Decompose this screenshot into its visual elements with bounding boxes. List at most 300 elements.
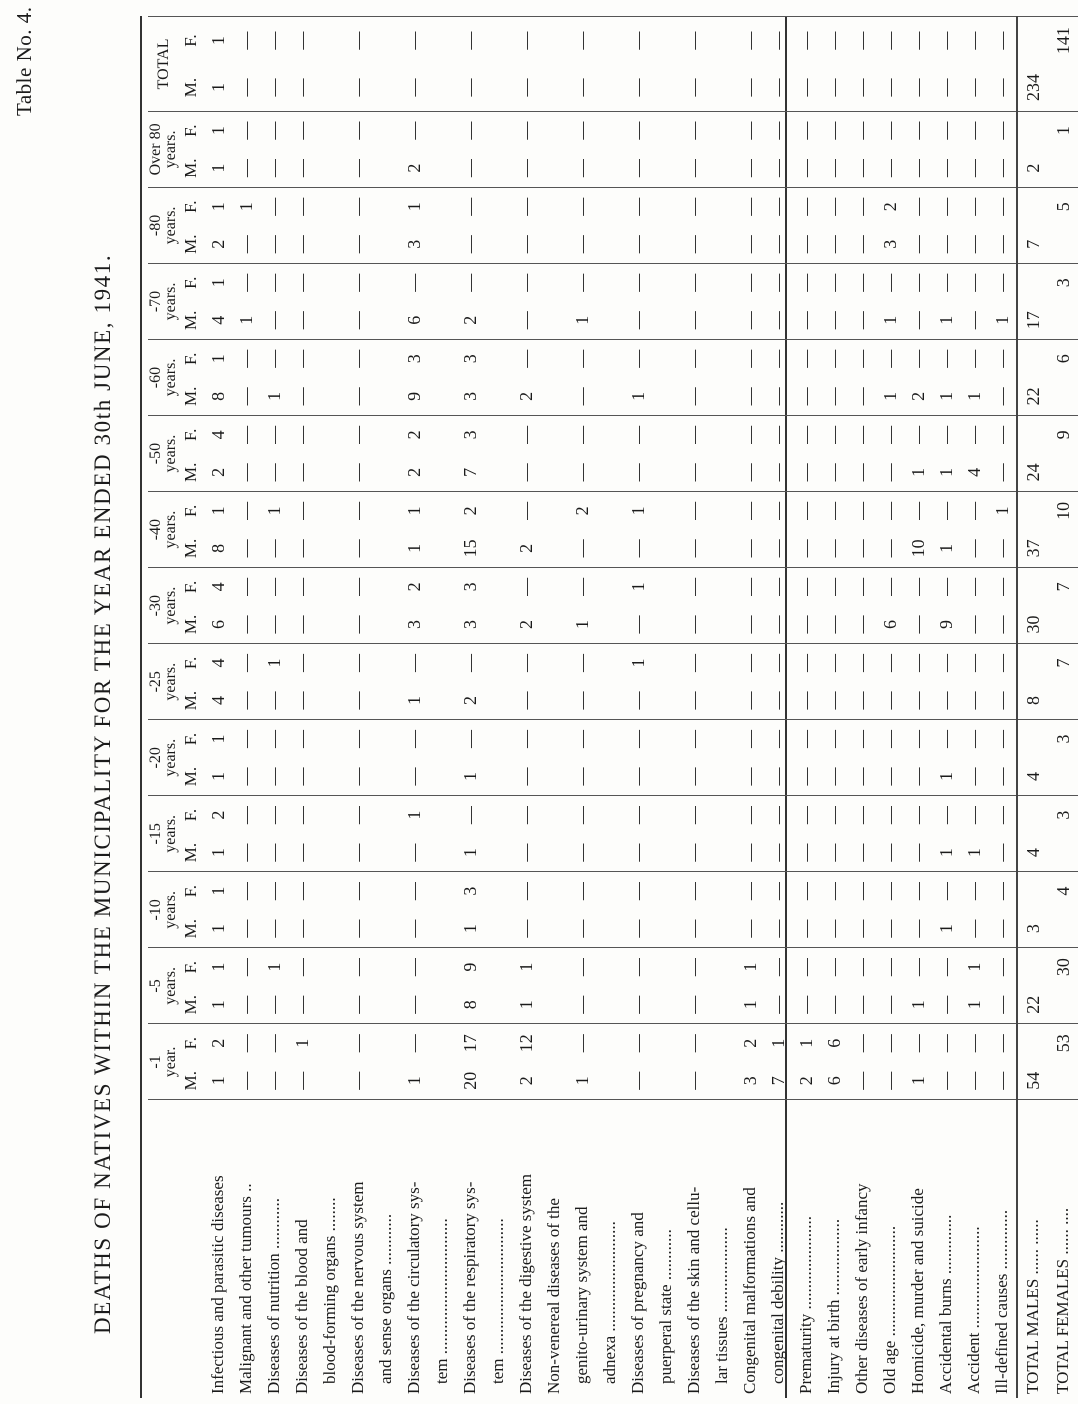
female-count-cell: 3	[1048, 796, 1078, 834]
male-count-cell: —	[991, 919, 1012, 938]
male-count-cell: —	[515, 235, 536, 254]
female-count-cell	[1017, 17, 1048, 65]
male-count-cell	[1048, 149, 1078, 187]
female-count-cell: —	[344, 111, 372, 149]
female-count-cell	[428, 872, 456, 910]
female-count-cell	[596, 187, 624, 225]
male-count-cell: —	[515, 843, 536, 862]
female-count-cell	[372, 872, 400, 910]
female-count-cell	[484, 263, 512, 301]
male-count-cell	[484, 986, 512, 1024]
male-count-cell: 4	[207, 315, 228, 325]
age-group-unit: years.	[162, 282, 179, 321]
age-group-range: -70	[147, 290, 164, 313]
male-count-cell: —	[739, 919, 760, 938]
cause-cell: adnexa ..........................	[596, 1100, 624, 1398]
female-count-cell: —	[736, 720, 764, 758]
female-count-cell: —	[736, 644, 764, 682]
male-count-cell: —	[823, 767, 844, 786]
female-count-cell: 1	[204, 492, 232, 530]
female-count-cell: —	[344, 492, 372, 530]
female-count-cell: 2	[400, 568, 428, 606]
male-column-header: M.	[181, 995, 200, 1015]
female-count-cell: —	[932, 17, 960, 65]
female-count-cell: —	[344, 416, 372, 454]
female-count-cell	[316, 263, 344, 301]
male-count-cell: —	[347, 843, 368, 862]
female-count-cell: 1	[260, 644, 288, 682]
male-count-cell	[428, 378, 456, 416]
female-column-header: F.	[178, 111, 204, 149]
female-count-cell: —	[624, 720, 652, 758]
female-count-cell	[540, 720, 568, 758]
female-column-header: F.	[178, 492, 204, 530]
female-count-cell: —	[568, 187, 596, 225]
female-count-cell	[652, 416, 680, 454]
age-group-unit: year.	[162, 1046, 179, 1078]
female-count-cell: —	[820, 568, 848, 606]
female-count-cell: —	[400, 111, 428, 149]
male-count-cell: —	[795, 159, 816, 178]
age-group-unit: years.	[162, 358, 179, 397]
female-count-cell: —	[624, 872, 652, 910]
male-count-cell: 1	[907, 1000, 928, 1010]
male-count-cell: —	[963, 539, 984, 558]
female-count-cell	[652, 796, 680, 834]
female-count-cell: —	[736, 492, 764, 530]
female-count-cell: —	[680, 263, 708, 301]
female-count-cell: —	[512, 568, 540, 606]
male-count-cell	[316, 64, 344, 111]
male-count-cell: —	[263, 539, 284, 558]
female-count-cell: —	[876, 568, 904, 606]
male-count-cell	[484, 530, 512, 568]
male-column-header: M.	[181, 462, 200, 483]
female-count-cell	[540, 263, 568, 301]
male-count-cell: 1	[627, 391, 648, 401]
male-count-cell: 2	[459, 696, 480, 705]
male-count-cell: —	[739, 539, 760, 558]
female-count-cell: 2	[568, 492, 596, 530]
female-count-cell: —	[568, 568, 596, 606]
male-count-cell	[428, 758, 456, 796]
female-count-cell: —	[344, 340, 372, 378]
female-count-cell: —	[288, 568, 316, 606]
female-count-cell: —	[904, 872, 932, 910]
male-count-cell	[372, 606, 400, 644]
male-count-cell	[316, 149, 344, 187]
male-count-cell: —	[991, 843, 1012, 862]
female-count-cell: —	[232, 17, 260, 65]
female-count-cell: —	[456, 17, 484, 65]
female-count-cell: —	[904, 644, 932, 682]
female-count-cell	[484, 17, 512, 65]
cause-cell: Congenital malformations and	[736, 1100, 764, 1398]
female-count-cell	[540, 111, 568, 149]
male-count-cell: 1	[935, 848, 956, 858]
male-count-cell	[316, 454, 344, 492]
male-count-cell: —	[459, 235, 480, 254]
male-count-cell: —	[991, 463, 1012, 482]
male-count-cell: 8	[459, 1000, 480, 1010]
male-count-cell: —	[403, 843, 424, 862]
male-count-cell: —	[347, 78, 368, 97]
female-count-cell	[372, 263, 400, 301]
female-count-cell: —	[344, 720, 372, 758]
female-count-cell: 1	[400, 187, 428, 225]
male-count-cell: —	[627, 995, 648, 1014]
male-count-cell: 22	[1017, 378, 1048, 416]
female-count-cell: 4	[204, 568, 232, 606]
female-count-cell: —	[904, 263, 932, 301]
male-count-cell: —	[767, 235, 788, 254]
male-count-cell: 30	[1017, 606, 1048, 644]
male-count-cell: 1	[571, 619, 592, 629]
female-count-cell: —	[232, 263, 260, 301]
male-count-cell: —	[347, 539, 368, 558]
female-count-cell: —	[680, 492, 708, 530]
male-count-cell	[652, 302, 680, 340]
female-count-cell: —	[680, 340, 708, 378]
female-count-cell: 1	[204, 263, 232, 301]
male-count-cell	[428, 64, 456, 111]
male-count-cell: —	[767, 539, 788, 558]
female-count-cell: 6	[1048, 340, 1078, 378]
female-count-cell: —	[820, 263, 848, 301]
female-count-cell	[316, 644, 344, 682]
female-count-cell	[372, 796, 400, 834]
female-count-cell: —	[792, 187, 820, 225]
female-count-cell: 7	[1048, 644, 1078, 682]
female-count-cell	[652, 111, 680, 149]
male-count-cell: —	[627, 463, 648, 482]
male-count-cell	[372, 378, 400, 416]
male-count-cell: —	[571, 235, 592, 254]
female-count-cell: —	[876, 644, 904, 682]
male-count-cell: —	[991, 767, 1012, 786]
male-count-cell: —	[263, 463, 284, 482]
female-count-cell: 1	[232, 187, 260, 225]
male-count-cell: —	[795, 235, 816, 254]
female-count-cell: 1	[204, 948, 232, 986]
female-count-cell: —	[288, 872, 316, 910]
female-count-cell: —	[848, 948, 876, 986]
male-count-cell	[484, 225, 512, 263]
female-count-cell: —	[680, 644, 708, 682]
male-count-cell	[1048, 606, 1078, 644]
male-count-cell	[428, 986, 456, 1024]
cause-cell: Infectious and parasitic diseases	[204, 1100, 232, 1398]
male-count-cell: 1	[459, 924, 480, 934]
male-count-cell	[652, 910, 680, 948]
female-count-cell: 2	[204, 796, 232, 834]
female-count-cell	[708, 17, 736, 65]
female-count-cell: —	[288, 796, 316, 834]
male-count-cell: —	[627, 615, 648, 634]
female-count-cell: —	[288, 644, 316, 682]
age-group-range: -25	[147, 671, 164, 693]
male-count-cell: —	[291, 78, 312, 97]
cause-cell: TOTAL FEMALES ...... ....	[1048, 1100, 1078, 1398]
male-count-cell: —	[767, 843, 788, 862]
table-row	[484, 17, 512, 1399]
female-count-cell: 1	[1048, 111, 1078, 149]
female-count-cell	[316, 340, 344, 378]
male-count-cell: —	[235, 463, 256, 482]
table-row	[456, 17, 484, 1399]
age-group-header	[148, 568, 178, 644]
female-count-cell	[708, 872, 736, 910]
female-count-cell: —	[764, 720, 792, 758]
female-count-cell: —	[512, 720, 540, 758]
male-count-cell	[1048, 834, 1078, 872]
male-count-cell	[708, 225, 736, 263]
male-count-cell: —	[795, 767, 816, 786]
male-count-cell: —	[851, 767, 872, 786]
female-count-cell: —	[680, 1024, 708, 1062]
female-count-cell: 2	[204, 1024, 232, 1062]
cause-cell: tem ................................	[484, 1100, 512, 1398]
female-count-cell	[316, 416, 344, 454]
male-count-cell: —	[879, 1071, 900, 1090]
age-group-range: -20	[147, 747, 164, 769]
age-group-range: -1	[147, 1055, 164, 1069]
age-group-header	[148, 796, 178, 872]
female-count-cell: —	[260, 568, 288, 606]
female-count-cell: —	[736, 187, 764, 225]
cause-column-header	[148, 1100, 204, 1398]
female-count-cell: —	[960, 1024, 988, 1062]
female-count-cell: 1	[960, 948, 988, 986]
male-count-cell	[316, 682, 344, 720]
female-count-cell	[652, 948, 680, 986]
female-count-cell: 5	[1048, 187, 1078, 225]
male-count-cell	[1048, 454, 1078, 492]
male-count-cell	[372, 530, 400, 568]
male-count-cell: 7	[459, 467, 480, 477]
male-count-cell	[1048, 530, 1078, 568]
female-count-cell: —	[288, 492, 316, 530]
female-count-cell	[428, 187, 456, 225]
female-count-cell	[708, 263, 736, 301]
table-row	[512, 17, 540, 1399]
male-count-cell	[484, 302, 512, 340]
female-count-cell	[428, 720, 456, 758]
female-count-cell: —	[456, 644, 484, 682]
female-count-cell: —	[820, 872, 848, 910]
female-count-cell: 6	[820, 1024, 848, 1062]
male-count-cell: —	[767, 615, 788, 634]
male-count-cell: —	[795, 995, 816, 1014]
female-count-cell: —	[288, 263, 316, 301]
female-count-cell	[1017, 720, 1048, 758]
female-count-cell: —	[344, 263, 372, 301]
female-count-cell	[484, 872, 512, 910]
female-count-cell: —	[988, 796, 1017, 834]
age-group-header	[148, 492, 178, 568]
female-count-cell: —	[344, 948, 372, 986]
female-count-cell: 1	[736, 948, 764, 986]
cause-cell: tem ................................	[428, 1100, 456, 1398]
male-count-cell: —	[683, 843, 704, 862]
cause-cell: Malignant and other tumours ..	[232, 1100, 260, 1398]
male-count-cell: —	[263, 767, 284, 786]
male-count-cell	[708, 986, 736, 1024]
male-count-cell: —	[907, 691, 928, 710]
female-count-cell: —	[848, 796, 876, 834]
male-count-cell: —	[907, 311, 928, 330]
female-count-cell	[596, 872, 624, 910]
cause-cell: genito-urinary system and	[568, 1100, 596, 1398]
male-count-cell: —	[235, 995, 256, 1014]
female-count-cell	[708, 796, 736, 834]
male-count-cell	[540, 378, 568, 416]
table-row	[372, 17, 400, 1399]
male-count-cell: —	[767, 159, 788, 178]
female-count-cell: 1	[988, 492, 1017, 530]
female-count-cell	[540, 416, 568, 454]
female-count-cell: —	[512, 111, 540, 149]
male-count-cell: —	[879, 843, 900, 862]
table-row	[820, 17, 848, 1399]
male-column-header: M.	[181, 234, 200, 254]
female-count-cell: 1	[204, 340, 232, 378]
male-count-cell	[372, 64, 400, 111]
male-count-cell: —	[263, 691, 284, 710]
table-row	[848, 17, 876, 1399]
female-count-cell: —	[400, 17, 428, 65]
male-count-cell: 1	[907, 467, 928, 477]
female-count-cell: —	[988, 187, 1017, 225]
male-count-cell: 4	[963, 467, 984, 477]
male-count-cell	[428, 910, 456, 948]
male-count-cell	[484, 454, 512, 492]
female-count-cell	[652, 1024, 680, 1062]
male-count-cell	[484, 64, 512, 111]
male-count-cell	[428, 606, 456, 644]
female-count-cell: —	[792, 263, 820, 301]
table-row	[204, 17, 232, 1399]
female-count-cell: —	[988, 1024, 1017, 1062]
female-count-cell: —	[736, 568, 764, 606]
male-count-cell: 1	[907, 1076, 928, 1086]
male-column-header: M.	[181, 158, 200, 178]
male-count-cell	[708, 682, 736, 720]
female-count-cell: —	[876, 948, 904, 986]
male-count-cell: —	[235, 691, 256, 710]
female-count-cell: —	[736, 340, 764, 378]
female-count-cell	[484, 720, 512, 758]
female-count-cell: —	[904, 416, 932, 454]
cause-cell: Prematurity ......................	[792, 1100, 820, 1398]
male-count-cell: —	[291, 843, 312, 862]
female-count-cell: —	[820, 111, 848, 149]
female-count-cell	[316, 492, 344, 530]
female-count-cell: 141	[1048, 17, 1078, 65]
female-count-cell: —	[876, 872, 904, 910]
female-count-cell: —	[848, 416, 876, 454]
female-count-cell	[428, 948, 456, 986]
female-count-cell	[428, 568, 456, 606]
female-count-cell: —	[232, 568, 260, 606]
female-count-cell: —	[960, 644, 988, 682]
male-count-cell: 7	[1017, 225, 1048, 263]
female-count-cell: —	[232, 1024, 260, 1062]
male-count-cell	[372, 758, 400, 796]
male-count-cell	[428, 834, 456, 872]
female-count-cell	[316, 872, 344, 910]
male-count-cell: 1	[207, 1000, 228, 1010]
male-count-cell: —	[571, 387, 592, 406]
female-count-cell	[1017, 568, 1048, 606]
female-count-cell	[708, 1024, 736, 1062]
female-count-cell: —	[512, 263, 540, 301]
male-count-cell	[316, 910, 344, 948]
female-count-cell	[428, 492, 456, 530]
male-count-cell	[372, 225, 400, 263]
male-count-cell: —	[963, 919, 984, 938]
female-count-cell	[428, 796, 456, 834]
female-count-cell: —	[512, 796, 540, 834]
female-count-cell: —	[960, 187, 988, 225]
male-count-cell: —	[291, 311, 312, 330]
age-group-header	[148, 872, 178, 948]
male-count-cell: 1	[459, 848, 480, 858]
female-count-cell: 1	[764, 1024, 792, 1062]
male-count-cell	[540, 64, 568, 111]
male-count-cell: 37	[1017, 530, 1048, 568]
female-count-cell	[316, 948, 344, 986]
female-count-cell: —	[288, 416, 316, 454]
male-count-cell	[1048, 378, 1078, 416]
male-count-cell: —	[823, 159, 844, 178]
female-count-cell	[372, 644, 400, 682]
male-count-cell: —	[627, 235, 648, 254]
male-count-cell	[596, 225, 624, 263]
female-count-cell: —	[932, 644, 960, 682]
female-count-cell	[652, 720, 680, 758]
male-count-cell: 1	[935, 924, 956, 934]
female-column-header: F.	[178, 644, 204, 682]
male-column-header: M.	[181, 538, 200, 559]
female-count-cell	[708, 492, 736, 530]
male-count-cell: —	[795, 311, 816, 330]
male-count-cell: —	[991, 691, 1012, 710]
male-count-cell	[708, 1062, 736, 1100]
female-count-cell: —	[960, 568, 988, 606]
female-count-cell: —	[988, 111, 1017, 149]
female-count-cell	[372, 187, 400, 225]
female-count-cell: —	[876, 111, 904, 149]
female-count-cell: —	[932, 1024, 960, 1062]
male-count-cell: —	[739, 159, 760, 178]
female-count-cell: —	[736, 263, 764, 301]
male-count-cell	[652, 225, 680, 263]
table-row	[428, 17, 456, 1399]
male-count-cell: —	[739, 311, 760, 330]
female-count-cell: 1	[400, 796, 428, 834]
female-count-cell: —	[568, 644, 596, 682]
female-count-cell: —	[764, 644, 792, 682]
male-count-cell	[540, 986, 568, 1024]
age-group-unit: years.	[162, 206, 179, 245]
female-count-cell	[372, 340, 400, 378]
male-count-cell	[1048, 302, 1078, 340]
female-count-cell: 3	[456, 872, 484, 910]
female-count-cell: —	[568, 263, 596, 301]
female-count-cell	[428, 263, 456, 301]
male-count-cell: —	[403, 78, 424, 97]
